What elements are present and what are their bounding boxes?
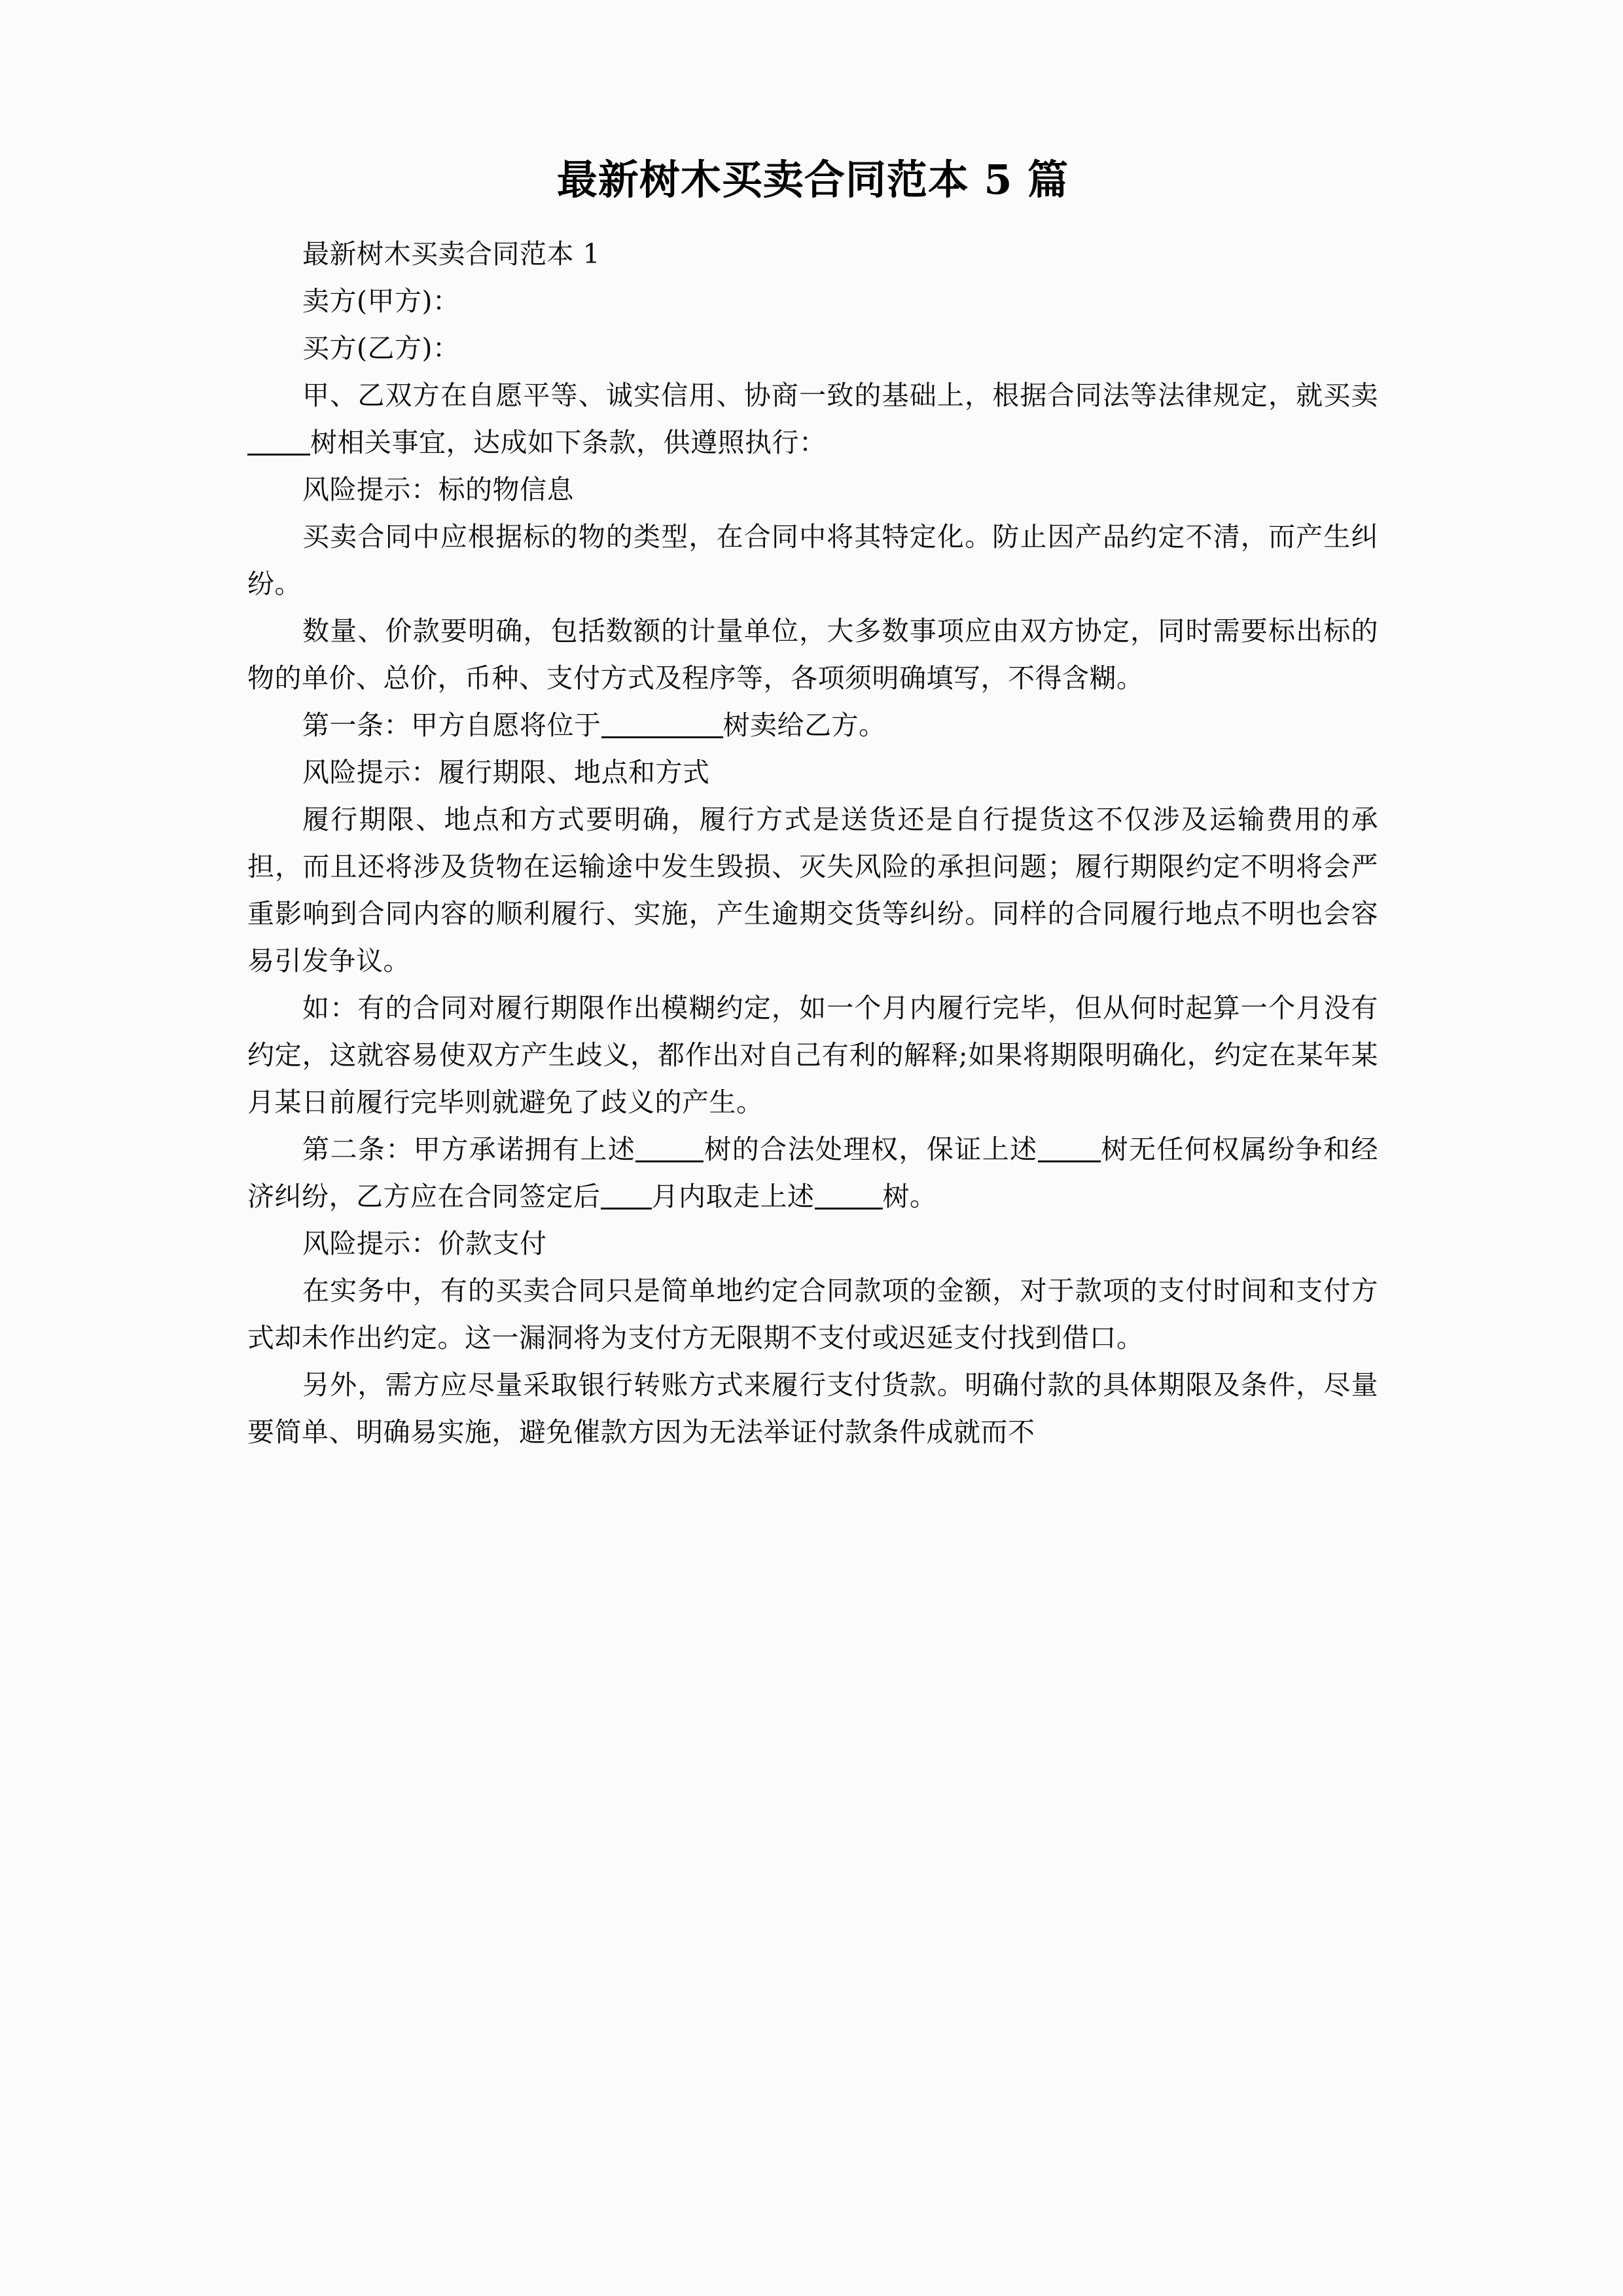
paragraph-risk-tip-performance: 风险提示：履行期限、地点和方式 (302, 757, 710, 788)
fill-in-blank-tree-count-3[interactable] (815, 1185, 883, 1210)
paragraph-risk-tip-payment: 风险提示：价款支付 (302, 1228, 547, 1259)
fill-in-blank-months[interactable] (601, 1185, 652, 1210)
fill-in-blank-location[interactable] (601, 714, 723, 738)
document-content (247, 152, 1378, 1456)
page-title: 最新树木买卖合同范本 5 篇 (556, 156, 1069, 204)
paragraph-performance-example: 如：有的合同对履行期限作出模糊约定，如一个月内履行完毕，但从何时起算一个月没有约定，这就容易使双方产生歧义，都作出对自己有利的解释;如果将期限明确化，约定在某年某月某日前履行完毕则就避免了歧义的产生。 (247, 992, 1378, 1118)
paragraph-performance-terms: 履行期限、地点和方式要明确，履行方式是送货还是自行提货这不仅涉及运输费用的承担，而且还将涉及货物在运输途中发生毁损、灭失风险的承担问题；履行期限约定不明将会严重影响到合同内容的顺利履行、实施，产生逾期交货等纠纷。同样的合同履行地点不明也会容易引发争议。 (247, 804, 1378, 977)
article-two-text-4: 月内取走上述 (651, 1181, 815, 1212)
fill-in-blank-tree-count-1[interactable] (635, 1138, 704, 1162)
paragraph-payment-method: 另外，需方应尽量采取银行转账方式来履行支付货款。明确付款的具体期限及条件，尽量要简单、明确易实施，避免催款方因为无法举证付款条件成就而不 (247, 1369, 1378, 1448)
preamble-text-after-blank: 树相关事宜，达成如下条款，供遵照执行： (310, 427, 827, 458)
article-two-text-2: 树的合法处理权，保证上述 (704, 1134, 1038, 1165)
fill-in-blank-tree-type[interactable] (247, 431, 310, 456)
paragraph-quantity-price: 数量、价款要明确，包括数额的计量单位，大多数事项应由双方协定，同时需要标出标的物的单价、总价，币种、支付方式及程序等，各项须明确填写，不得含糊。 (247, 615, 1378, 694)
paragraph-sample-heading: 最新树木买卖合同范本 1 (302, 238, 601, 270)
paragraph-seller-label: 卖方(甲方)： (302, 285, 460, 317)
paragraph-preamble (247, 372, 1378, 466)
preamble-text-before-blank: 甲、乙双方在自愿平等、诚实信用、协商一致的基础上，根据合同法等法律规定，就买卖 (302, 380, 1378, 411)
article-one-text-before-blank: 第一条：甲方自愿将位于 (302, 709, 601, 741)
article-two-text-1: 第二条：甲方承诺拥有上述 (302, 1134, 636, 1165)
paragraph-subject-info: 买卖合同中应根据标的物的类型，在合同中将其特定化。防止因产品约定不清，而产生纠纷。 (247, 521, 1378, 600)
paragraph-risk-tip-subject: 风险提示：标的物信息 (302, 474, 574, 505)
paragraph-article-one (247, 702, 1378, 749)
article-two-text-5: 树。 (882, 1181, 937, 1212)
article-one-text-after-blank: 树卖给乙方。 (722, 709, 886, 741)
paragraph-payment-practice: 在实务中，有的买卖合同只是简单地约定合同款项的金额，对于款项的支付时间和支付方式却未作出约定。这一漏洞将为支付方无限期不支付或迟延支付找到借口。 (247, 1275, 1378, 1354)
article-two-text-3: 树无任何权属纷争和经济纠纷，乙方应在合同签定后 (247, 1134, 1379, 1212)
fill-in-blank-tree-count-2[interactable] (1038, 1138, 1101, 1162)
paragraph-article-two (247, 1126, 1378, 1220)
paragraph-buyer-label: 买方(乙方)： (302, 332, 460, 364)
